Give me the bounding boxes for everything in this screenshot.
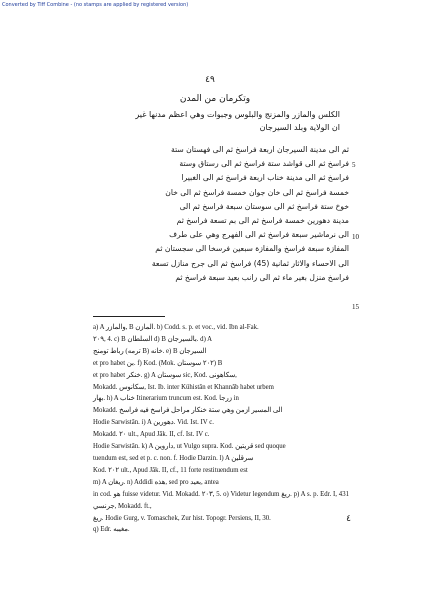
body-line: الى نرماشير سبعة فراسخ ثم الى الفهرج وهي على طرف: [169, 230, 349, 240]
footnote-line: Mokadd. ٢٠ ult., Apud Jâk. II, cf. Ist. IV c.: [93, 431, 210, 439]
line-number: 5: [352, 161, 356, 169]
body-line: مدينة دهورين خمسة فراسخ ثم الى بم تسعة فراسخ ثم: [176, 216, 349, 226]
footnote-line: Mokadd. الى المسير ازمن وهي ستة خنكار مراحل فراسخ فيه فراسخ: [93, 407, 283, 415]
section-heading: وتكرمان من المدن: [179, 94, 251, 104]
body-line: فراسخ منزل بغير ماء ثم الى رانب بعيد سبعة فراسخ ثم: [175, 272, 349, 282]
footnote-line: et pro habet خنكر. g) A سوستان sic, Kod. سكاهونى,: [93, 371, 237, 379]
intro-line: ان الولاية وبلد السيرجان: [259, 123, 340, 132]
page-number: ٤٩: [205, 75, 215, 85]
intro-paragraph: [96, 108, 340, 134]
body-paragraph: [93, 143, 349, 285]
footnote-line: رباط تومنج (ترمه B) خانه. e) B السيرجان: [93, 347, 207, 355]
footnote-line: et pro habet بن. f) Kod. (Mok. ٢٠٢ سوستان) B: [93, 359, 223, 367]
footnote-line: Hodie Sarwistân. i) A دهورين. Vid. Ist. IV c.: [93, 419, 214, 427]
footnote-line: ٢٠٩, 4. c) B السلطان d) B بالسيرجان. d) A: [93, 335, 213, 343]
body-line: خمسة فراسخ ثم الى خان جوان خمسة فراسخ ثم الى خان: [165, 187, 349, 197]
body-line: فراسخ ثم الى قواشد ستة فراسخ ثم الى رستاق وستة: [179, 159, 349, 169]
converter-banner: Converted by Tiff Combine - (no stamps are applied by registered version): [2, 2, 189, 8]
footnote-line: Hodie Sarwistân. k) A داروين, ut Vulgo supra. Kod. قريتين sed quoque: [93, 443, 286, 451]
body-line: المفازة سبعة فراسخ والمفازة سبعين فرسخا الى سجستان ثم: [155, 244, 349, 254]
footnote-line: بهار. h) A خناب Itinerarium truncum est. Kod. زرجا in: [93, 395, 239, 403]
footnote-line: q) Edr. مغيبه.: [93, 526, 130, 534]
footnotes: [93, 322, 349, 536]
footnote-line: m) A ريغان. n) Addidi هذه, sed pro بعيد, antea: [93, 478, 219, 486]
body-line: فراسخ ثم الى مدينة خناب اربعة فراسخ ثم الى الغبيرا: [181, 173, 349, 183]
body-line: الى الاحساء والاثار ثمانية (45) فراسخ ثم الى جرج منازل تسعة: [151, 258, 349, 268]
intro-line: الكلس والمازر والمزنج والبلوس وجبوات وهي اعظم مدنها غير: [135, 110, 340, 119]
footnote-line: ريغ. Hodie Gurg, v. Tomaschek, Zur hist. Topogr. Persiens, II, 30.: [93, 514, 271, 522]
body-line: خوخ ستة فراسخ ثم الى سوستان سبعة فراسخ ثم الى: [179, 201, 349, 211]
line-number: 10: [352, 233, 359, 241]
footnote-line: Kod. ٢٠٢ ult., Apud Jâk. II, cf., 11 forte restituendum est: [93, 466, 248, 474]
footnote-line: Mokadd. سكانوس, Ist. Ib. inter Kühistân et Khannâb habet urbem: [93, 383, 274, 391]
footnote-line: tuendum est, sed et p. c. non. f. Hodie Darzin. l) A سرقلين: [93, 454, 254, 462]
line-number: 15: [352, 303, 359, 311]
body-line: ثم الى مدينة السيرجان اربعة فراسخ ثم الى فهستان ستة: [171, 145, 349, 154]
footnote-line: a) A والمازر, B المازن. b) Codd. s. p. et voc., vid. Ibn al-Fak.: [93, 324, 259, 331]
footnote-line: in cod. هو fuisse videtur. Vid. Mokadd. ٢٠٣, 5. o) Videtur legendum ريغ. p) A s. p. Edr. I, 431 جرنسي, Mokadd. ft.,: [93, 490, 349, 510]
footnote-divider: [93, 316, 165, 317]
signature-mark: ٤: [346, 514, 351, 524]
